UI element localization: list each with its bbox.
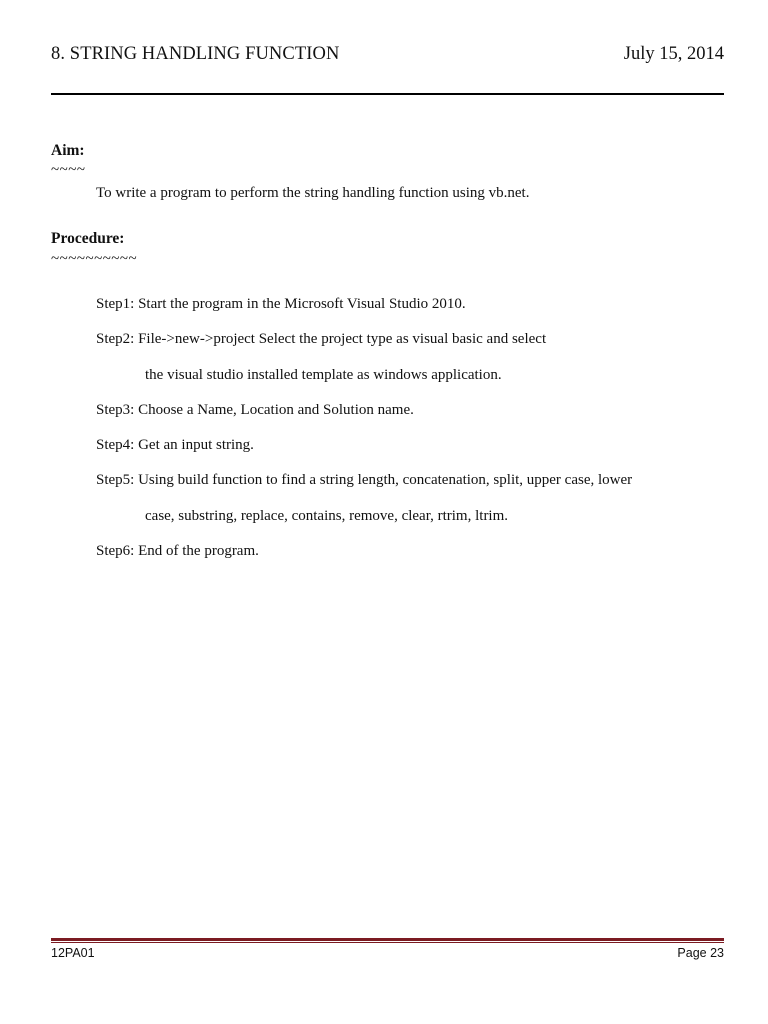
chapter-title: 8. STRING HANDLING FUNCTION (51, 44, 340, 64)
footer-divider-thick (51, 938, 724, 941)
aim-underline: ~~~~ (51, 162, 86, 178)
page-number: Page 23 (677, 946, 724, 960)
step-3: Step3: Choose a Name, Location and Solution name. (96, 402, 414, 418)
step-6: Step6: End of the program. (96, 543, 259, 559)
aim-text: To write a program to perform the string handling function using vb.net. (96, 185, 530, 201)
step-1: Step1: Start the program in the Microsoft Visual Studio 2010. (96, 296, 466, 312)
step-5: Step5: Using build function to find a string length, concatenation, split, upper case, lower (96, 472, 633, 488)
footer-course-code: 12PA01 (51, 946, 95, 960)
header-divider (51, 93, 724, 95)
procedure-heading: Procedure: (51, 230, 125, 247)
step-4: Step4: Get an input string. (96, 437, 254, 453)
step-5-continuation: case, substring, replace, contains, remove, clear, rtrim, ltrim. (145, 508, 509, 524)
header-bar (51, 44, 724, 72)
header-date: July 15, 2014 (623, 44, 724, 64)
step-2-continuation: the visual studio installed template as windows application. (145, 367, 502, 383)
aim-heading: Aim: (51, 142, 85, 159)
footer-divider-thin (51, 942, 724, 943)
step-2: Step2: File->new->project Select the project type as visual basic and select (96, 331, 547, 347)
procedure-underline: ~~~~~~~~~~ (51, 251, 138, 267)
